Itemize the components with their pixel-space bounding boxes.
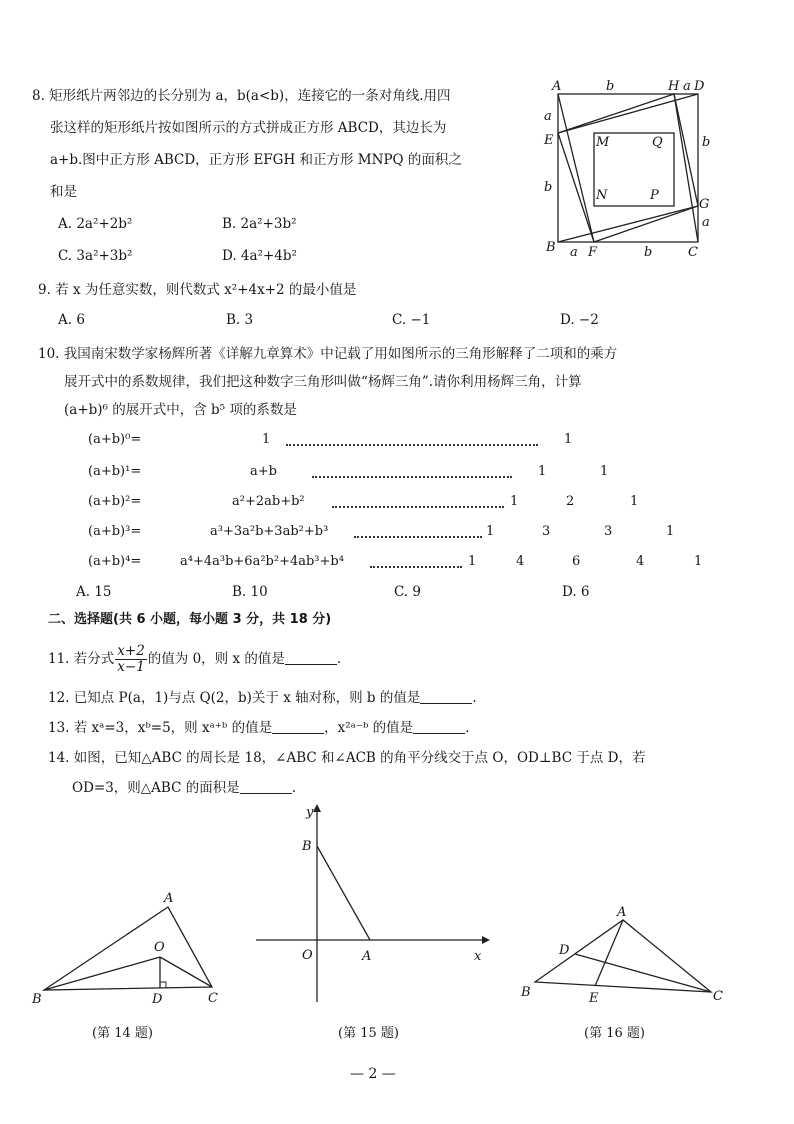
yanghui-coeff-2-0: 1 — [510, 494, 519, 509]
fig16-label-a: A — [617, 905, 627, 920]
yanghui-expansion-2: a²+2ab+b² — [232, 494, 305, 509]
q10-option-d: D. 6 — [562, 584, 590, 600]
fig15-label-x: x — [474, 949, 482, 964]
q9-stem: 9. 若 x 为任意实数，则代数式 x²+4x+2 的最小值是 — [38, 282, 357, 298]
figure-15 — [250, 802, 495, 1012]
q12-text: 12. 已知点 P(a，1)与点 Q(2，b)关于 x 轴对称，则 b 的值是 — [48, 690, 421, 706]
fig16-label-b: B — [521, 985, 531, 1000]
q13-text2: ，x²ᵃ⁻ᵇ 的值是 — [324, 720, 414, 736]
yanghui-row-1 — [88, 464, 688, 486]
yanghui-coeff-3-1: 3 — [542, 524, 551, 539]
yanghui-coeff-4-3: 4 — [636, 554, 645, 569]
q8-option-d: D. 4a²+4b² — [222, 248, 297, 264]
q9-option-c: C. −1 — [392, 312, 431, 328]
yanghui-expansion-1: a+b — [250, 464, 277, 479]
yanghui-label-0: (a+b)⁰= — [88, 432, 142, 447]
label-n-point: N — [596, 188, 608, 203]
fig16-label-c: C — [713, 989, 723, 1004]
q14-line2-wrap — [72, 776, 296, 800]
label-top-a: a — [683, 79, 691, 94]
section-2-title: 二、选择题(共 6 小题，每小题 3 分，共 18 分) — [48, 612, 332, 627]
page-number: — 2 — — [350, 1066, 396, 1082]
q11-numerator: x+2 — [117, 643, 145, 659]
q11-fraction — [115, 644, 147, 675]
yanghui-coeff-4-1: 4 — [516, 554, 525, 569]
q9-option-d: D. −2 — [560, 312, 599, 328]
yanghui-label-2: (a+b)²= — [88, 494, 142, 509]
q13-answer-blank-2[interactable] — [413, 719, 465, 734]
yanghui-coeff-3-0: 1 — [486, 524, 495, 539]
yanghui-row-3 — [88, 524, 688, 546]
yanghui-dots-0 — [286, 436, 538, 446]
q11-stem — [48, 644, 341, 675]
q11-end: . — [336, 651, 342, 667]
q11-prefix: 11. 若分式 — [48, 651, 115, 667]
label-d-point: D — [694, 79, 705, 94]
segment-ba — [317, 846, 370, 940]
yanghui-coeff-1-0: 1 — [538, 464, 547, 479]
q13-text1: 13. 若 xᵃ=3，xᵇ=5，则 xᵃ⁺ᵇ 的值是 — [48, 720, 273, 736]
fig15-label-a: A — [362, 949, 372, 964]
label-m-point: M — [596, 135, 610, 150]
label-g-point: G — [699, 197, 710, 212]
yanghui-coeff-3-2: 3 — [604, 524, 613, 539]
q8-figure — [538, 76, 718, 262]
q14-line2: OD=3，则△ABC 的面积是 — [72, 780, 240, 796]
yanghui-coeff-4-4: 1 — [694, 554, 703, 569]
right-angle-mark — [160, 982, 166, 988]
x-axis-arrow — [482, 936, 490, 944]
q13-end: . — [465, 720, 470, 736]
yanghui-coeff-4-0: 1 — [468, 554, 477, 569]
q8-line2: 张这样的矩形纸片按如图所示的方式拼成正方形 ABCD，其边长为 — [50, 120, 447, 136]
q11-answer-blank[interactable] — [285, 650, 337, 665]
fig15-label-b: B — [302, 839, 312, 854]
fig14-label-o: O — [154, 940, 165, 955]
q10-line3: (a+b)⁶ 的展开式中，含 b⁵ 项的系数是 — [64, 402, 297, 418]
q14-answer-blank[interactable] — [240, 779, 292, 794]
q14-line1: 14. 如图，已知△ABC 的周长是 18，∠ABC 和∠ACB 的角平分线交于点 O，OD⊥BC 于点 D，若 — [48, 750, 646, 766]
q8-line1: 8. 矩形纸片两邻边的长分别为 a，b(a<b)，连接它的一条对角线.用四 — [32, 88, 451, 104]
fig14-caption: (第 14 题) — [92, 1026, 153, 1041]
q10-line1: 10. 我国南宋数学家杨辉所著《详解九章算术》中记载了用如图所示的三角形解释了二项和的乘方 — [38, 346, 618, 362]
label-p-point: P — [650, 188, 659, 203]
segment-dc — [575, 954, 711, 992]
q13-stem — [48, 716, 469, 740]
label-left-b: b — [544, 180, 553, 195]
yanghui-coeff-3-3: 1 — [666, 524, 675, 539]
fig14-label-b: B — [32, 992, 42, 1007]
label-h-point: H — [668, 79, 680, 94]
diagonal-bottom — [558, 206, 698, 242]
q10-option-c: C. 9 — [394, 584, 422, 600]
label-a-point: A — [552, 79, 562, 94]
label-right-a: a — [702, 215, 710, 230]
yanghui-dots-2 — [332, 498, 504, 508]
yanghui-row-2 — [88, 494, 688, 516]
yanghui-label-3: (a+b)³= — [88, 524, 142, 539]
yanghui-label-1: (a+b)¹= — [88, 464, 142, 479]
q9-option-b: B. 3 — [226, 312, 254, 328]
yanghui-coeff-0-0: 1 — [564, 432, 573, 447]
diagonal-right — [674, 94, 698, 242]
label-top-b: b — [606, 79, 615, 94]
fig14-label-a: A — [164, 891, 174, 906]
label-e-point: E — [544, 133, 554, 148]
yanghui-coeff-2-2: 1 — [630, 494, 639, 509]
q11-denominator: x−1 — [117, 659, 145, 675]
q11-suffix: 的值为 0，则 x 的值是 — [147, 651, 285, 667]
yanghui-expansion-4: a⁴+4a³b+6a²b²+4ab³+b⁴ — [180, 554, 344, 569]
fig14-label-c: C — [208, 991, 218, 1006]
fig16-caption: (第 16 题) — [584, 1026, 645, 1041]
diagonal-left — [558, 94, 594, 242]
fig16-label-e: E — [589, 991, 599, 1006]
label-f-point: F — [588, 245, 598, 260]
yanghui-coeff-1-1: 1 — [600, 464, 609, 479]
yanghui-dots-1 — [312, 468, 512, 478]
yanghui-coeff-4-2: 6 — [572, 554, 581, 569]
q8-line3: a+b.图中正方形 ABCD，正方形 EFGH 和正方形 MNPQ 的面积之 — [50, 152, 462, 168]
label-right-b: b — [702, 135, 711, 150]
y-axis-arrow — [313, 804, 321, 812]
bisector-bo — [44, 957, 160, 990]
yanghui-dots-3 — [354, 528, 482, 538]
label-q-point: Q — [652, 135, 663, 150]
fig15-caption: (第 15 题) — [338, 1026, 399, 1041]
q12-answer-blank[interactable] — [420, 689, 472, 704]
fig16-label-d: D — [559, 943, 570, 958]
q8-option-c: C. 3a²+3b² — [58, 248, 133, 264]
label-bottom-a: a — [570, 245, 578, 260]
label-bottom-b: b — [644, 245, 653, 260]
q10-option-a: A. 15 — [76, 584, 112, 600]
q8-option-b: B. 2a²+3b² — [222, 216, 297, 232]
triangle-abc — [44, 907, 212, 990]
yanghui-row-0 — [88, 432, 688, 454]
fig15-label-y: y — [306, 805, 314, 820]
yanghui-dots-4 — [370, 558, 462, 568]
q8-option-a: A. 2a²+2b² — [58, 216, 133, 232]
fig14-label-d: D — [152, 992, 163, 1007]
label-c-point: C — [688, 245, 698, 260]
q10-line2: 展开式中的系数规律，我们把这种数字三角形叫做“杨辉三角”.请你利用杨辉三角，计算 — [64, 374, 582, 390]
q10-option-b: B. 10 — [232, 584, 268, 600]
yanghui-row-4 — [88, 554, 708, 576]
label-b-point: B — [546, 240, 556, 255]
figure-14 — [30, 885, 240, 1010]
q14-end: . — [291, 780, 297, 796]
q13-answer-blank-1[interactable] — [272, 719, 324, 734]
yanghui-coeff-2-1: 2 — [566, 494, 575, 509]
yanghui-expansion-3: a³+3a²b+3ab²+b³ — [210, 524, 329, 539]
figure-16 — [515, 902, 740, 1012]
q12-stem — [48, 686, 477, 710]
label-left-a: a — [544, 109, 552, 124]
q12-end: . — [472, 690, 477, 706]
q8-line4: 和是 — [50, 184, 77, 200]
yanghui-expansion-0: 1 — [262, 432, 271, 447]
yanghui-label-4: (a+b)⁴= — [88, 554, 142, 569]
q9-option-a: A. 6 — [58, 312, 85, 328]
fig15-label-o: O — [302, 948, 313, 963]
